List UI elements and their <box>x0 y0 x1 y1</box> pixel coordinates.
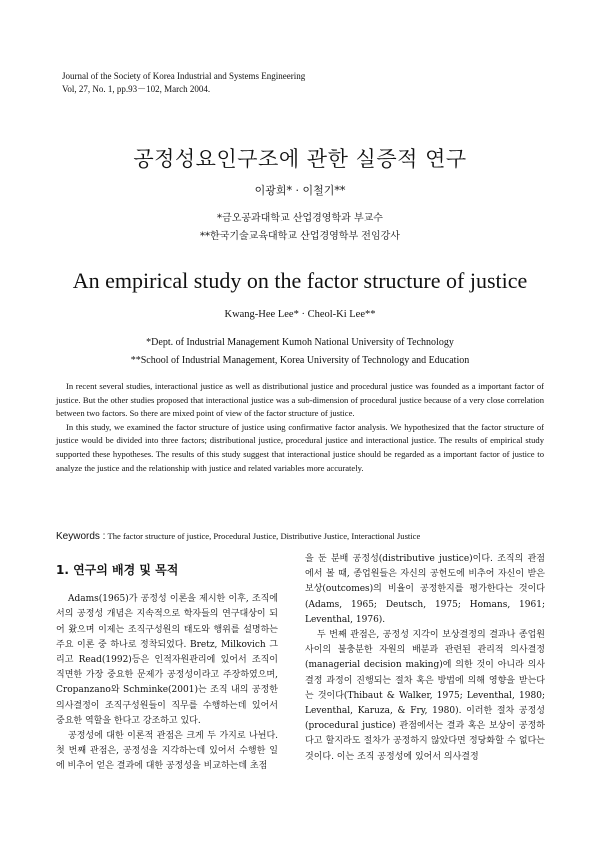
abstract <box>56 380 544 475</box>
english-affiliation-2: **School of Industrial Management, Korea University of Technology and Education <box>130 355 470 366</box>
body-paragraph: Adams(1965)가 공정성 이론을 제시한 이후, 조직에서의 공정성 개념은 지속적으로 학자들의 연구대상이 되어 왔으며 이제는 조직구성원의 태도와 행위를 설명하는 주요 이론 중 하나로 정착되었다. Bretz, Milkovich 그리고 Read(1992)등은 인적자원관리에 있어서 조직이 직면한 가장 중요한 문제가 공정성이라고 주장하였으며, Cropanzano와 Schminke(2001)는 조직 내의 공정한 의사결정이 조직구성원들이 직무를 수행하는데 있어서 중요한 역할을 한다고 강조하고 있다. <box>56 594 278 726</box>
body-paragraph: 두 번째 관점은, 공정성 지각이 보상결정의 결과나 종업원 사이의 불충분한 자원의 배분과 관련된 관리적 의사결정(managerial decision making)에 의한 것이 아니라 의사결정 과정이 진행되는 절차 혹은 방법에 의해 영향을 받는다는 것이다(Thibaut & Walker, 1975; Leventhal, 1980; Leventhal, Karuza, & Fry, 1980). 이러한 절차 공정성(procedural justice) 관점에서는 결과 혹은 보상이 공정하다고 할지라도 절차가 공정하지 않았다면 정당화할 수 없다는 것이다. 이는 조직 공정성에 있어서 의사결정 <box>305 630 545 762</box>
journal-volume: Vol, 27, No. 1, pp.93－102, March 2004. <box>62 84 211 94</box>
korean-affiliation-2: **한국기술교육대학교 산업경영학부 전임강사 <box>200 231 400 242</box>
korean-title: 공정성요인구조에 관한 실증적 연구 <box>133 147 467 171</box>
korean-authors: 이광희* · 이철기** <box>254 184 346 197</box>
journal-name: Journal of the Society of Korea Industrial and Systems Engineering <box>62 71 306 81</box>
body-paragraph: 을 둔 분배 공정성(distributive justice)이다. 조직의 관점에서 볼 때, 종업원들은 자신의 공헌도에 비추어 자신이 받은 보상(outcomes)의 비율이 공정한지를 평가한다는 것이다(Adams, 1965; Deutsch, 1975; Homans, 1961; Leventhal, 1976). <box>305 554 545 625</box>
section-heading: 1. 연구의 배경 및 목적 <box>56 563 179 577</box>
keywords <box>56 531 556 542</box>
korean-affiliation-1: *금오공과대학교 산업경영학과 부교수 <box>217 213 383 224</box>
english-title: An empirical study on the factor structure of justice <box>72 268 528 293</box>
keywords-label: Keywords : <box>56 531 106 542</box>
english-authors: Kwang-Hee Lee* · Cheol-Ki Lee** <box>224 309 376 320</box>
body-column-right <box>305 552 545 765</box>
body-column-left <box>56 563 278 775</box>
keywords-text: The factor structure of justice, Procedural Justice, Distributive Justice, Interactional Justice <box>105 531 421 541</box>
body-paragraph: 공정성에 대한 이론적 관점은 크게 두 가지로 나뉜다. 첫 번째 관점은, 공정성을 지각하는데 있어서 수행한 일에 비추어 얻은 결과에 대한 공정성을 비교하는데 초점 <box>56 731 278 772</box>
english-affiliation-1: *Dept. of Industrial Management Kumoh National University of Technology <box>146 337 454 348</box>
abstract-paragraph-2: In this study, we examined the factor structure of justice using confirmative factor analysis. We hypothesized that the factor structure of justice would be divided into three factors; distributional justice, procedural justice and interactional justice. The results of empirical study supported these hypotheses. The results of this study suggest that interactional justice should be regarded as a important factor of justice to analyze the justice and the relationship with justice and related variables more accurately. <box>56 421 544 473</box>
abstract-paragraph-1: In recent several studies, interactional justice as well as distributional justice and procedural justice was founded as a important factor of justice. But the other studies proposed that interactional justice was a sub-dimension of procedural justice because of a very close correlation between two factors. So there are mixed point of view of the factor structure of justice. <box>56 381 544 419</box>
journal-citation <box>62 70 305 96</box>
